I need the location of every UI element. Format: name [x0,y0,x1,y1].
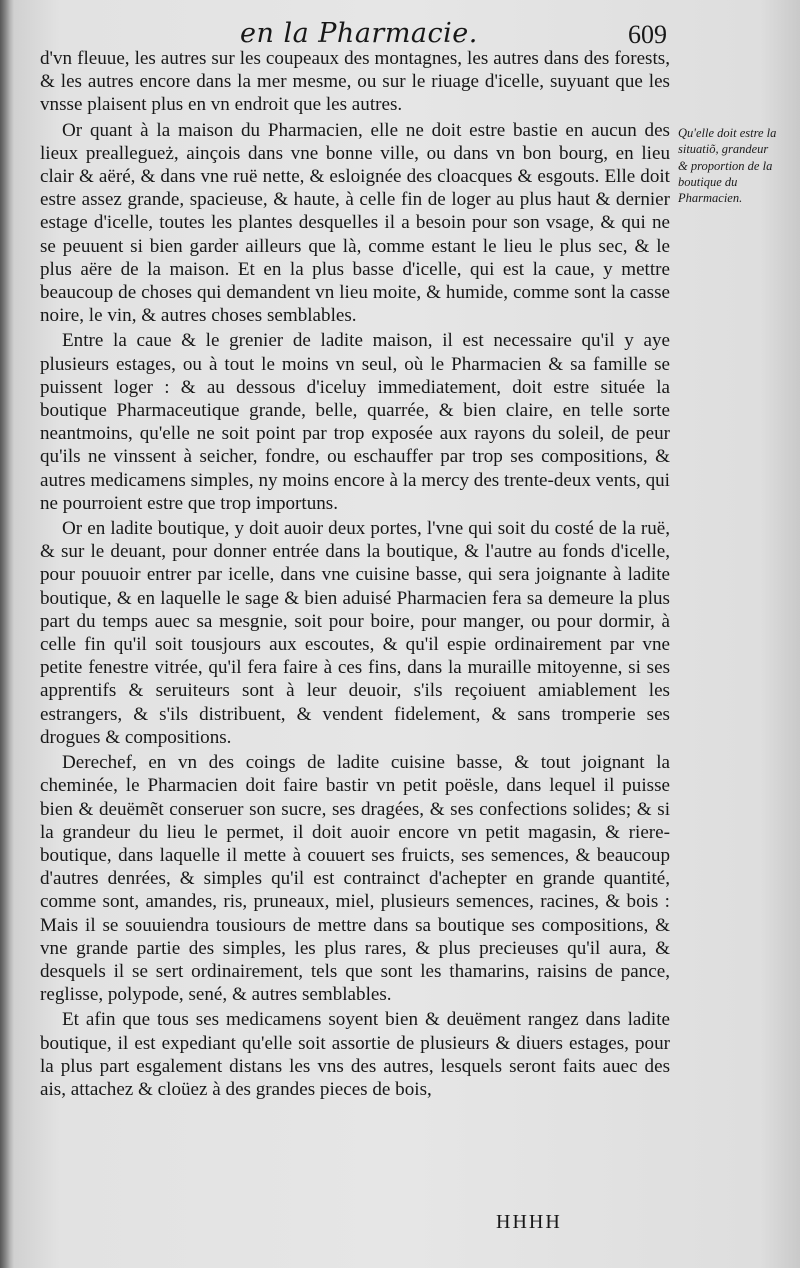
paragraph-5: Derechef, en vn des coings de ladite cuisine basse, & tout joignant la cheminée, le Pharmacien doit faire bastir vn petit poësle, dans lequel il puisse bien & deuëmẽt conseruer son sucre, ses dragées, & ses confections solides; & si la grandeur du lieu le permet, il doit auoir encore vn petit magasin, & riere-boutique, dans laquelle il mette à couuert ses fruicts, ses semences, & beaucoup d'autres denrées, & simples qu'il est contrainct d'achepter en grande quantité, comme sont, amandes, ris, pruneaux, miel, plusieurs semences, racines, & bois : Mais il se souuiendra tousiours de mettre dans sa boutique ses compositions, & vne grande partie des simples, les plus rares, & plus precieuses qu'il aura, & desquels il se sert ordinairement, tels que sont les thamarins, raisins de pance, reglisse, polypode, sené, & autres semblables. [40,752,670,1006]
gutter-shadow [0,0,14,1268]
marginal-note: Qu'elle doit estre la situatiõ, grandeur & proportion de la boutique du Pharmacien. [678,126,777,206]
paragraph-1: d'vn fleuue, les autres sur les coupeaux des montagnes, les autres dans des forests, & les autres encore dans la mer mesme, ou sur le riuage d'icelle, suyuant que les vnsse plaisent plus en vn endroit que les autres. [40,48,670,116]
paragraph-2: Or quant à la maison du Pharmacien, elle ne doit estre bastie en aucun des lieux preallegueż, ainçois dans vne bonne ville, ou dans vn bon bourg, en lieu clair & aëré, & dans vne ruë nette, & esloignée des cloacques & esgouts. Elle doit estre assez grande, spacieuse, & haute, à celle fin de loger au plus haut & dernier estage d'icelle, toutes les plantes desquelles il a besoin pour son vsage, & qui ne se peuuent si bien garder ailleurs que là, comme estant le lieu le plus sec, & le plus aëre de la maison. Et en la plus basse d'icelle, qui est la caue, y mettre beaucoup de choses qui demandent vn lieu moite, & humide, comme sont la casse noire, le vin, & autres choses semblables. [40,119,670,327]
signature-mark: HHHH [496,1211,562,1233]
running-title: en la Pharmacie. [240,18,478,49]
body-text [40,47,670,1103]
page-number: 609 [628,20,667,49]
paragraph-6: Et afin que tous ses medicamens soyent bien & deuëment rangez dans ladite boutique, il est expediant qu'elle soit assortie de plusieurs & diuers estages, pour la plus part esgalement distans les vns des autres, lesquels seront faits auec des ais, attachez & cloüez à des grandes pieces de bois, [40,1009,670,1100]
paragraph-4: Or en ladite boutique, y doit auoir deux portes, l'vne qui soit du costé de la ruë, & sur le deuant, pour donner entrée dans la boutique, & l'autre au fonds d'icelle, pour pouuoir entrer par icelle, dans vne cuisine basse, qui sera joignante à ladite boutique, & en laquelle le sage & bien aduisé Pharmacien fera sa demeure la plus part du temps auec sa mesgnie, soit pour boire, pour manger, ou pour dormir, à celle fin qu'il soit tousjours aux escoutes, & qu'il espie ordinairement par vne petite fenestre vitrée, qu'il fera faire à ces fins, dans la muraille mitoyenne, si ses apprentifs & seruiteurs sont à leur deuoir, s'ils reçoiuent amiablement les estrangers, & s'ils distribuent, & vendent fidelement, & sans tromperie ses drogues & compositions. [40,518,670,748]
paragraph-3: Entre la caue & le grenier de ladite maison, il est necessaire qu'il y aye plusieurs estages, ou à tout le moins vn seul, où le Pharmacien & sa famille se puissent loger : & au dessous d'iceluy immediatement, doit estre située la boutique Pharmaceutique grande, belle, quarrée, & bien claire, en telle sorte neantmoins, qu'elle ne soit point par trop exposée aux rayons du soleil, de peur qu'ils ne vinssent à seicher, fondre, ou eschauffer par trop ses compositions, & autres medicamens simples, ny moins encore à la mercy des trente-deux vents, qui ne pourroient estre que trop importuns. [40,330,670,514]
